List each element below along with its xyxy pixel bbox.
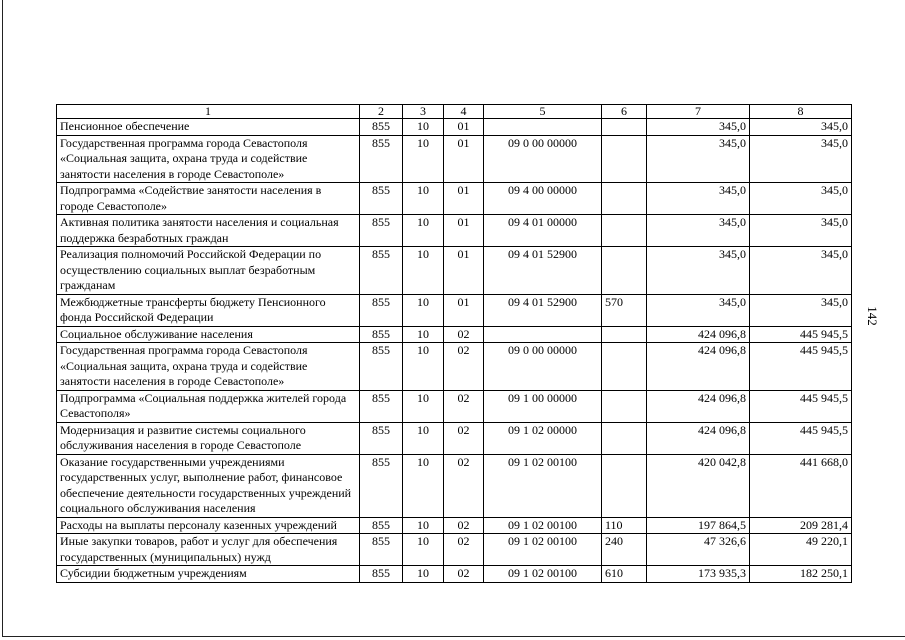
cell-amount-1: 424 096,8 (647, 326, 750, 343)
cell-target-article: 09 1 00 00000 (484, 390, 602, 422)
cell-subsection: 02 (444, 517, 484, 534)
cell-subsection: 01 (444, 119, 484, 136)
cell-amount-2: 49 220,1 (750, 534, 852, 566)
table-row (57, 326, 852, 343)
cell-section: 10 (403, 566, 444, 583)
cell-amount-2: 345,0 (750, 119, 852, 136)
cell-grbs: 855 (360, 119, 403, 136)
cell-grbs: 855 (360, 183, 403, 215)
cell-name: Государственная программа города Севастополя «Социальная защита, охрана труда и содействие занятости населения в городе Севастополе» (57, 135, 360, 183)
cell-target-article (484, 326, 602, 343)
header-cell: 7 (647, 105, 750, 119)
table-row (57, 566, 852, 583)
cell-grbs: 855 (360, 294, 403, 326)
table-row (57, 215, 852, 247)
cell-grbs: 855 (360, 534, 403, 566)
cell-subsection: 01 (444, 247, 484, 295)
cell-subsection: 02 (444, 326, 484, 343)
cell-amount-2: 445 945,5 (750, 326, 852, 343)
cell-amount-2: 345,0 (750, 294, 852, 326)
cell-expense-type: 610 (602, 566, 647, 583)
table-row (57, 183, 852, 215)
header-cell: 8 (750, 105, 852, 119)
cell-section: 10 (403, 135, 444, 183)
header-cell: 3 (403, 105, 444, 119)
cell-name: Расходы на выплаты персоналу казенных учреждений (57, 517, 360, 534)
cell-section: 10 (403, 294, 444, 326)
cell-subsection: 01 (444, 183, 484, 215)
cell-amount-1: 424 096,8 (647, 343, 750, 391)
cell-grbs: 855 (360, 215, 403, 247)
cell-subsection: 02 (444, 390, 484, 422)
cell-section: 10 (403, 534, 444, 566)
cell-amount-2: 209 281,4 (750, 517, 852, 534)
cell-section: 10 (403, 215, 444, 247)
table-row (57, 517, 852, 534)
cell-amount-2: 182 250,1 (750, 566, 852, 583)
cell-name: Социальное обслуживание населения (57, 326, 360, 343)
cell-name: Подпрограмма «Содействие занятости населения в городе Севастополе» (57, 183, 360, 215)
cell-target-article: 09 4 00 00000 (484, 183, 602, 215)
cell-name: Активная политика занятости населения и социальная поддержка безработных граждан (57, 215, 360, 247)
cell-grbs: 855 (360, 343, 403, 391)
cell-amount-2: 345,0 (750, 247, 852, 295)
cell-expense-type (602, 247, 647, 295)
cell-expense-type: 240 (602, 534, 647, 566)
cell-section: 10 (403, 326, 444, 343)
cell-amount-2: 445 945,5 (750, 422, 852, 454)
cell-amount-2: 445 945,5 (750, 390, 852, 422)
cell-expense-type (602, 135, 647, 183)
cell-grbs: 855 (360, 326, 403, 343)
table-row (57, 119, 852, 136)
cell-amount-1: 197 864,5 (647, 517, 750, 534)
header-cell: 1 (57, 105, 360, 119)
table-row (57, 454, 852, 517)
cell-amount-2: 445 945,5 (750, 343, 852, 391)
cell-target-article: 09 4 01 52900 (484, 294, 602, 326)
table-row (57, 534, 852, 566)
cell-subsection: 02 (444, 454, 484, 517)
cell-name: Пенсионное обеспечение (57, 119, 360, 136)
cell-section: 10 (403, 517, 444, 534)
cell-name: Иные закупки товаров, работ и услуг для обеспечения государственных (муниципальных) нужд (57, 534, 360, 566)
page-number: 142 (865, 306, 880, 326)
cell-expense-type (602, 326, 647, 343)
cell-section: 10 (403, 119, 444, 136)
cell-target-article: 09 1 02 00100 (484, 517, 602, 534)
cell-expense-type (602, 183, 647, 215)
cell-amount-2: 345,0 (750, 183, 852, 215)
cell-amount-1: 345,0 (647, 119, 750, 136)
cell-amount-1: 345,0 (647, 135, 750, 183)
cell-amount-1: 424 096,8 (647, 422, 750, 454)
cell-expense-type: 110 (602, 517, 647, 534)
cell-expense-type: 570 (602, 294, 647, 326)
cell-target-article: 09 4 01 52900 (484, 247, 602, 295)
table-row (57, 343, 852, 391)
cell-target-article: 09 0 00 00000 (484, 343, 602, 391)
cell-target-article (484, 119, 602, 136)
cell-name: Реализация полномочий Российской Федерации по осуществлению социальных выплат безработным гражданам (57, 247, 360, 295)
cell-name: Государственная программа города Севастополя «Социальная защита, охрана труда и содействие занятости населения в городе Севастополе» (57, 343, 360, 391)
cell-subsection: 01 (444, 294, 484, 326)
header-cell: 4 (444, 105, 484, 119)
cell-amount-1: 173 935,3 (647, 566, 750, 583)
table-row (57, 135, 852, 183)
table-row (57, 422, 852, 454)
cell-amount-1: 345,0 (647, 183, 750, 215)
cell-grbs: 855 (360, 390, 403, 422)
cell-subsection: 01 (444, 135, 484, 183)
header-cell: 5 (484, 105, 602, 119)
cell-section: 10 (403, 454, 444, 517)
cell-amount-1: 424 096,8 (647, 390, 750, 422)
table-header-row (57, 105, 852, 119)
cell-amount-2: 345,0 (750, 215, 852, 247)
cell-subsection: 02 (444, 534, 484, 566)
cell-subsection: 02 (444, 422, 484, 454)
cell-expense-type (602, 343, 647, 391)
cell-section: 10 (403, 247, 444, 295)
scan-left-edge (2, 0, 3, 636)
cell-section: 10 (403, 422, 444, 454)
cell-name: Модернизация и развитие системы социального обслуживания населения в городе Севастополе (57, 422, 360, 454)
cell-target-article: 09 1 02 00100 (484, 566, 602, 583)
cell-name: Межбюджетные трансферты бюджету Пенсионного фонда Российской Федерации (57, 294, 360, 326)
table-row (57, 247, 852, 295)
cell-section: 10 (403, 183, 444, 215)
cell-target-article: 09 0 00 00000 (484, 135, 602, 183)
scan-bottom-edge (2, 636, 905, 637)
cell-target-article: 09 1 02 00000 (484, 422, 602, 454)
cell-section: 10 (403, 390, 444, 422)
header-cell: 6 (602, 105, 647, 119)
cell-subsection: 02 (444, 343, 484, 391)
cell-expense-type (602, 215, 647, 247)
cell-grbs: 855 (360, 517, 403, 534)
cell-expense-type (602, 454, 647, 517)
budget-table (56, 104, 852, 583)
cell-grbs: 855 (360, 247, 403, 295)
cell-grbs: 855 (360, 454, 403, 517)
cell-expense-type (602, 390, 647, 422)
cell-name: Подпрограмма «Социальная поддержка жителей города Севастополя» (57, 390, 360, 422)
cell-amount-2: 441 668,0 (750, 454, 852, 517)
cell-subsection: 02 (444, 566, 484, 583)
cell-name: Оказание государственными учреждениями государственных услуг, выполнение работ, финансовое обеспечение деятельности государственных учреждений социального обслуживания населения (57, 454, 360, 517)
cell-grbs: 855 (360, 135, 403, 183)
cell-amount-1: 345,0 (647, 215, 750, 247)
cell-section: 10 (403, 343, 444, 391)
cell-expense-type (602, 422, 647, 454)
cell-target-article: 09 4 01 00000 (484, 215, 602, 247)
cell-amount-1: 420 042,8 (647, 454, 750, 517)
cell-target-article: 09 1 02 00100 (484, 534, 602, 566)
cell-amount-2: 345,0 (750, 135, 852, 183)
cell-amount-1: 47 326,6 (647, 534, 750, 566)
cell-expense-type (602, 119, 647, 136)
cell-grbs: 855 (360, 566, 403, 583)
table-row (57, 390, 852, 422)
cell-grbs: 855 (360, 422, 403, 454)
table-row (57, 294, 852, 326)
cell-name: Субсидии бюджетным учреждениям (57, 566, 360, 583)
cell-subsection: 01 (444, 215, 484, 247)
cell-target-article: 09 1 02 00100 (484, 454, 602, 517)
header-cell: 2 (360, 105, 403, 119)
cell-amount-1: 345,0 (647, 294, 750, 326)
cell-amount-1: 345,0 (647, 247, 750, 295)
